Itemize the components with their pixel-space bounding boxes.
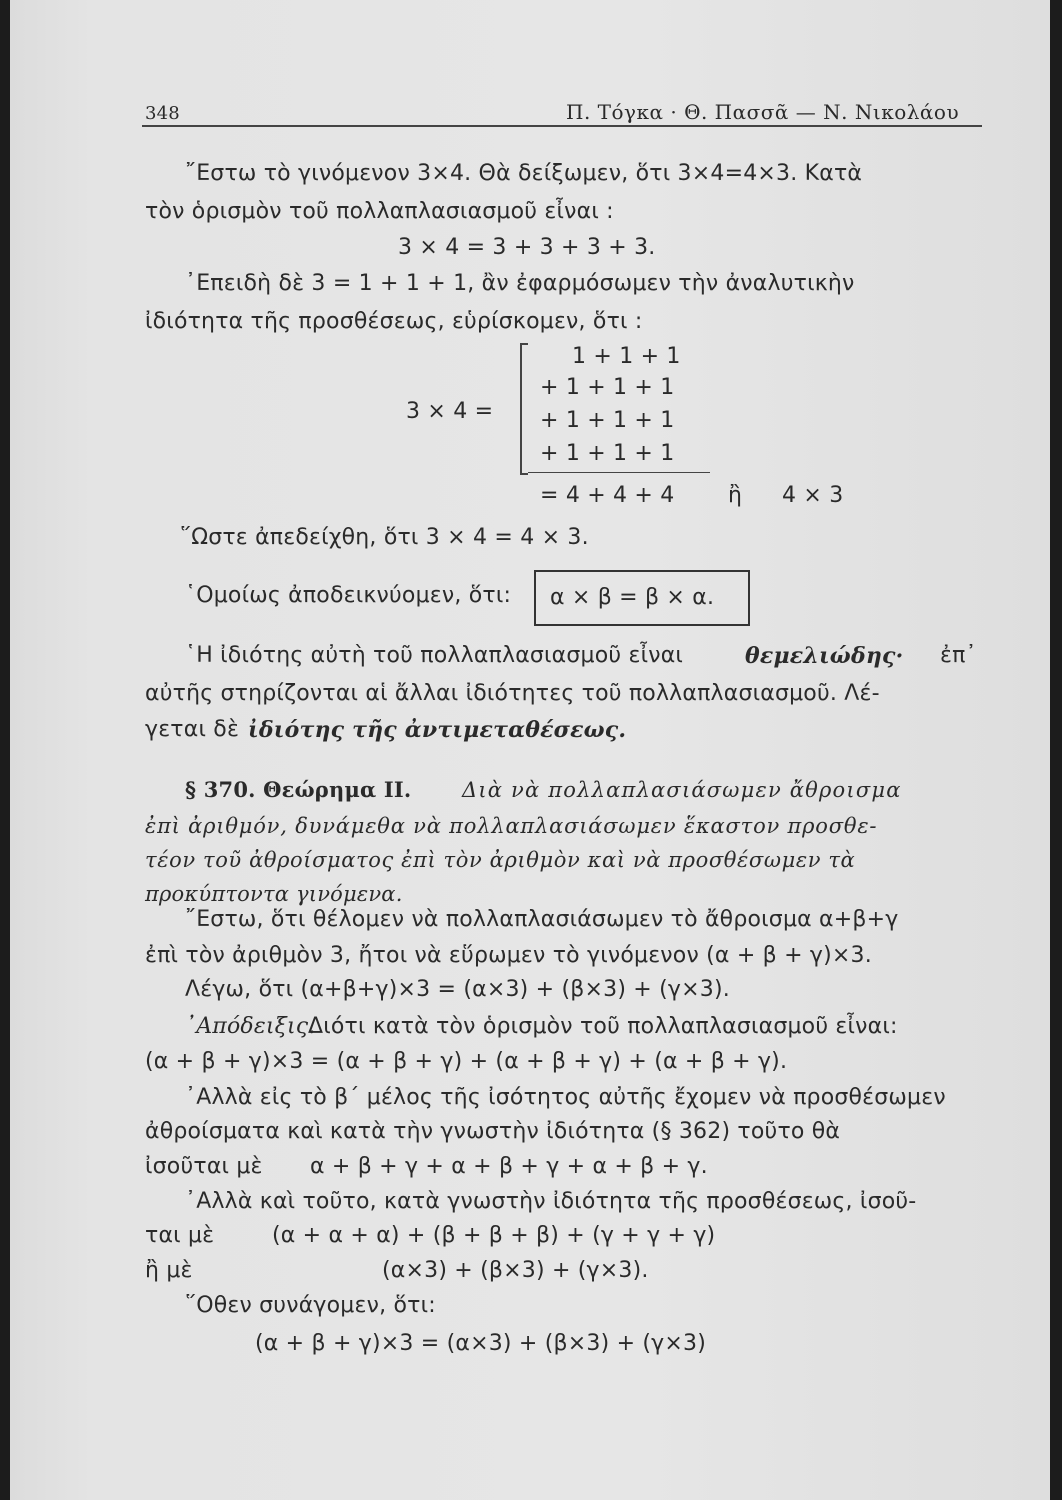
term-commutativity: ἰδιότης τῆς ἀντιμεταθέσεως. xyxy=(248,717,627,743)
running-header-authors: Π. Τόγκα · Θ. Πασσᾶ — Ν. Νικολάου xyxy=(566,100,960,124)
proof-line-2: ἐπὶ τὸν ἀριθμὸν 3, ἤτοι νὰ εὕρωμεν τὸ γινόμενον (α + β + γ)×3. xyxy=(145,943,872,968)
proof-line-6: ᾿Αλλὰ εἰς τὸ β´ μέλος τῆς ἰσότητος αὐτῆς ἔχομεν νὰ προσθέσωμεν xyxy=(185,1085,946,1110)
expansion-row-1: 1 + 1 + 1 xyxy=(572,344,681,369)
or-word: ἢ xyxy=(728,483,743,508)
expansion-row-2: + 1 + 1 + 1 xyxy=(540,375,675,400)
proof-label: ᾿Απόδειξις. xyxy=(185,1014,316,1039)
proved-statement: ῞Ωστε ἀπεδείχθη, ὅτι 3 × 4 = 4 × 3. xyxy=(180,525,589,550)
property-line-2: αὐτῆς στηρίζονται αἱ ἄλλαι ἰδιότητες τοῦ πολλαπλασιασμοῦ. Λέ- xyxy=(145,681,880,706)
proof-line-10b: (α + α + α) + (β + β + β) + (γ + γ + γ) xyxy=(272,1223,716,1248)
theorem-line-2: ἐπὶ ἀριθμόν, δυνάμεθα νὰ πολλαπλασιάσωμεν ἕκαστον προσθε- xyxy=(145,814,878,838)
theorem-line-4: προκύπτοντα γινόμενα. xyxy=(145,882,403,906)
expansion-lhs: 3 × 4 = xyxy=(406,399,494,424)
expansion-result: = 4 + 4 + 4 xyxy=(540,483,675,508)
proof-line-12: ῞Οθεν συνάγομεν, ὅτι: xyxy=(185,1293,436,1318)
equation-sum: 3 × 4 = 3 + 3 + 3 + 3. xyxy=(398,235,656,260)
proof-claim: Λέγω, ὅτι (α+β+γ)×3 = (α×3) + (β×3) + (γ×3). xyxy=(185,977,730,1002)
proof-line-4: Διότι κατὰ τὸν ὁρισμὸν τοῦ πολλαπλασιασμοῦ εἶναι: xyxy=(308,1014,898,1039)
proof-line-7: ἀθροίσματα καὶ κατὰ τὴν γνωστὴν ἰδιότητα (§ 362) τοῦτο θὰ xyxy=(145,1119,841,1144)
proof-line-1: ῎Εστω, ὅτι θέλομεν νὰ πολλαπλασιάσωμεν τὸ ἄθροισμα α+β+γ xyxy=(185,907,899,932)
header-rule xyxy=(142,125,982,127)
intro-line-1: ῎Εστω τὸ γινόμενον 3×4. Θὰ δείξωμεν, ὅτι 3×4=4×3. Κατὰ xyxy=(185,161,863,186)
left-brace xyxy=(520,343,528,475)
intro-line-3: ᾿Επειδὴ δὲ 3 = 1 + 1 + 1, ἂν ἐφαρμόσωμεν τὴν ἀναλυτικὴν xyxy=(185,271,855,296)
commutative-law-formula: α × β = β × α. xyxy=(550,585,715,610)
proof-line-8a: ἰσοῦται μὲ xyxy=(145,1154,263,1179)
book-page xyxy=(10,0,1050,1500)
sum-rule xyxy=(528,472,710,473)
theorem-line-3: τέον τοῦ ἀθροίσματος ἐπὶ τὸν ἀριθμὸν καὶ νὰ προσθέσωμεν τὰ xyxy=(145,848,856,872)
proof-line-5: (α + β + γ)×3 = (α + β + γ) + (α + β + γ) + (α + β + γ). xyxy=(145,1049,788,1074)
proof-line-11b: (α×3) + (β×3) + (γ×3). xyxy=(382,1258,649,1283)
theorem-line-1: Διὰ νὰ πολλαπλασιάσωμεν ἄθροισμα xyxy=(462,778,902,802)
expansion-row-3: + 1 + 1 + 1 xyxy=(540,408,675,433)
expansion-alt: 4 × 3 xyxy=(782,483,844,508)
distributive-law-final: (α + β + γ)×3 = (α×3) + (β×3) + (γ×3) xyxy=(255,1331,707,1356)
commutative-law-box xyxy=(534,570,750,626)
intro-line-2: τὸν ὁρισμὸν τοῦ πολλαπλασιασμοῦ εἶναι : xyxy=(145,199,614,224)
proof-line-8b: α + β + γ + α + β + γ + α + β + γ. xyxy=(310,1154,708,1179)
theorem-label: § 370. Θεώρημα ΙΙ. xyxy=(185,777,412,802)
proof-line-9: ᾿Αλλὰ καὶ τοῦτο, κατὰ γνωστὴν ἰδιότητα τῆς προσθέσεως, ἰσοῦ- xyxy=(185,1189,917,1214)
page-number: 348 xyxy=(145,103,180,124)
property-line-3a: γεται δὲ xyxy=(145,717,240,742)
property-line-1a: ῾Η ἰδιότης αὐτὴ τοῦ πολλαπλασιασμοῦ εἶναι xyxy=(185,643,684,668)
proof-line-10a: ται μὲ xyxy=(145,1223,215,1248)
term-fundamental: θεμελιώδης· xyxy=(745,643,904,669)
property-line-1c: ἐπ᾿ xyxy=(940,643,977,668)
intro-line-4: ἰδιότητα τῆς προσθέσεως, εὑρίσκομεν, ὅτι : xyxy=(145,309,643,334)
expansion-row-4: + 1 + 1 + 1 xyxy=(540,441,675,466)
similarly-statement: ῾Ομοίως ἀποδεικνύομεν, ὅτι: xyxy=(185,583,512,608)
proof-line-11a: ἢ μὲ xyxy=(145,1258,193,1283)
